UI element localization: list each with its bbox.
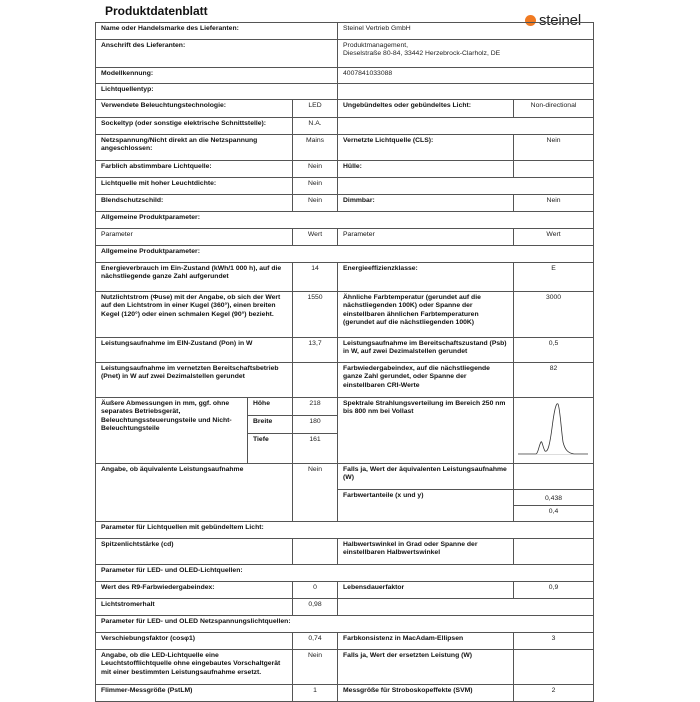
table-row [96,212,594,229]
on-power-value: 13,7 [293,338,338,363]
cap-type-blank [338,118,594,135]
cri-label: Farbwiedergabeindex, auf die nächstliegende ganze Zahl gerundet, oder Spanne der einstellbaren CRI-Werte [338,363,514,398]
high-luminance-blank [338,178,594,195]
table-row [96,118,594,135]
energy-class-label: Energieeffizienzklasse: [338,263,514,292]
spectral-distribution-label [338,398,514,464]
equivalent-claim-label: Angabe, ob äquivalente Leistungsaufnahme [96,464,293,522]
page-title: Produktdatenblatt [105,4,208,18]
table-row [96,464,594,490]
spectrum-curve [518,404,588,454]
peak-intensity-label: Spitzenlichtstärke (cd) [96,539,293,565]
cct-value: 3000 [514,292,594,338]
chromaticity-x-value: 0,438 [514,490,594,506]
network-standby-value [293,363,338,398]
lumen-maintenance-value: 0,98 [293,599,338,616]
cri-value: 82 [514,363,594,398]
high-luminance-value: Nein [293,178,338,195]
high-luminance-label: Lichtquelle mit hoher Leuchtdichte: [96,178,293,195]
equivalent-power-label: Falls ja, Wert der äquivalenten Leistungsaufnahme (W) [338,464,514,490]
displacement-factor-label: Verschiebungsfaktor (cosφ1) [96,633,293,650]
flicker-value: 1 [293,685,338,702]
spectral-distribution-text: Spektrale Strahlungsverteilung im Bereich 250 nm bis 800 nm bei Vollast [343,400,506,416]
dimmable-label: Dimmbar: [338,195,514,212]
param-header-left: Parameter [96,229,293,246]
width-value: 180 [293,416,338,434]
address-line-2: Dieselstraße 80-84, 33442 Herzebrock-Clarholz, DE [343,50,501,58]
datasheet-header [95,0,593,22]
supplier-address-label: Anschrift des Lieferanten: [96,40,338,68]
supplier-name-label: Name oder Handelsmarke des Lieferanten: [96,23,338,40]
technology-value: LED [293,100,338,118]
table-row [96,229,594,246]
energy-class-value: E [514,263,594,292]
table-row [96,599,594,616]
table-row [96,23,594,40]
directional-params-heading: Parameter für Lichtquellen mit gebündeltem Licht: [96,522,594,539]
led-oled-params-heading: Parameter für LED- und OLED-Lichtquellen: [96,565,594,582]
table-row [96,363,594,398]
luminous-flux-label: Nutzlichtstrom (Φuse) mit der Angabe, ob sich der Wert auf den Lichtstrom in einer Kugel (360°), einen breiten Kegel (120°) oder einen schmalen Kegel (90°) bezieht. [96,292,293,338]
cct-label: Ähnliche Farbtemperatur (gerundet auf die nächstliegenden 100K) oder Spanne der einstellbaren ähnlichen Farbtemperaturen (gerundet auf die nächstliegenden 100K) [338,292,514,338]
directionality-label: Ungebündeltes oder gebündeltes Licht: [338,100,514,118]
directionality-value: Non-directional [514,100,594,118]
color-tunable-value: Nein [293,161,338,178]
product-data-table [95,22,594,702]
beam-angle-label: Halbwertswinkel in Grad oder Spanne der einstellbaren Halbwertswinkel [338,539,514,565]
replacement-claim-value: Nein [293,650,338,685]
table-row [96,650,594,685]
anti-glare-value: Nein [293,195,338,212]
general-params-heading: Allgemeine Produktparameter: [96,212,594,229]
macadam-value: 3 [514,633,594,650]
table-row [96,100,594,118]
chromaticity-y-value: 0,4 [514,506,594,522]
model-value: 4007841033088 [338,68,594,84]
anti-glare-label: Blendschutzschild: [96,195,293,212]
supplier-name-value: Steinel Vertrieb GmbH [338,23,594,40]
replacement-claim-label: Angabe, ob die LED-Lichtquelle eine Leuchtstofflichtquelle ohne eingebautes Vorschaltgerät mit einer bestimmten Leistungsaufnahme ersetzt. [96,650,293,685]
height-label: Höhe [248,398,293,416]
peak-intensity-value [293,539,338,565]
depth-label: Tiefe [248,434,293,464]
color-tunable-label: Farblich abstimmbare Lichtquelle: [96,161,293,178]
replaced-power-label: Falls ja, Wert der ersetzten Leistung (W) [338,650,514,685]
spectrum-graph [514,398,592,458]
table-row [96,582,594,599]
displacement-factor-value: 0,74 [293,633,338,650]
survival-factor-label: Lebensdauerfaktor [338,582,514,599]
envelope-label: Hülle: [338,161,514,178]
flicker-label: Flimmer-Messgröße (PstLM) [96,685,293,702]
address-line-1: Produktmanagement, [343,42,409,49]
table-row [96,161,594,178]
on-power-label: Leistungsaufnahme im EIN-Zustand (Pon) in W [96,338,293,363]
cls-label: Vernetzte Lichtquelle (CLS): [338,135,514,161]
table-row [96,522,594,539]
standby-power-label: Leistungsaufnahme im Bereitschaftszustand (Psb) in W, auf zwei Dezimalstellen gerundet [338,338,514,363]
survival-factor-value: 0,9 [514,582,594,599]
table-row [96,263,594,292]
table-row [96,40,594,68]
table-row [96,539,594,565]
beam-angle-value [514,539,594,565]
r9-value: 0 [293,582,338,599]
param-header-right: Parameter [338,229,514,246]
table-row [96,84,594,100]
value-header-right: Wert [514,229,594,246]
equivalent-power-value [514,464,594,490]
table-row [96,292,594,338]
cap-type-label: Sockeltyp (oder sonstige elektrische Schnittstelle): [96,118,293,135]
energy-consumption-value: 14 [293,263,338,292]
table-row [96,633,594,650]
table-row [96,616,594,633]
table-row [96,565,594,582]
light-source-type-value [338,84,594,100]
technology-label: Verwendete Beleuchtungstechnologie: [96,100,293,118]
equivalent-claim-value: Nein [293,464,338,522]
luminous-flux-value: 1550 [293,292,338,338]
mains-label: Netzspannung/Nicht direkt an die Netzspannung angeschlossen: [96,135,293,161]
cap-type-value: N.A. [293,118,338,135]
cls-value: Nein [514,135,594,161]
stroboscopic-value: 2 [514,685,594,702]
envelope-value [514,161,594,178]
datasheet [95,0,593,700]
model-label: Modellkennung: [96,68,338,84]
chromaticity-label: Farbwertanteile (x und y) [338,490,514,522]
logo-text: steinel [539,11,581,29]
macadam-label: Farbkonsistenz in MacAdam-Ellipsen [338,633,514,650]
light-source-type-label: Lichtquellentyp: [96,84,338,100]
replaced-power-value [514,650,594,685]
mains-value: Mains [293,135,338,161]
energy-consumption-label: Energieverbrauch im Ein-Zustand (kWh/1 000 h), auf die nächstliegende ganze Zahl aufgerundet [96,263,293,292]
general-params-heading-2: Allgemeine Produktparameter: [96,246,594,263]
dimmable-value: Nein [514,195,594,212]
table-row [96,68,594,84]
table-row [96,178,594,195]
dimensions-label: Äußere Abmessungen in mm, ggf. ohne separates Betriebsgerät, Beleuchtungssteuerungsteile und Nicht-Beleuchtungsteile [96,398,248,464]
lumen-maintenance-blank [338,599,594,616]
width-label: Breite [248,416,293,434]
r9-label: Wert des R9-Farbwiedergabeindex: [96,582,293,599]
led-oled-mains-params-heading: Parameter für LED- und OLED Netzspannungslichtquellen: [96,616,594,633]
standby-power-value: 0,5 [514,338,594,363]
stroboscopic-label: Messgröße für Stroboskopeffekte (SVM) [338,685,514,702]
table-row [96,398,594,416]
table-row [96,685,594,702]
table-row [96,246,594,263]
table-row [96,195,594,212]
value-header-left: Wert [293,229,338,246]
network-standby-label: Leistungsaufnahme im vernetzten Bereitschaftsbetrieb (Pnet) in W auf zwei Dezimalstellen gerundet [96,363,293,398]
height-value: 218 [293,398,338,416]
spectral-distribution-chart [514,398,594,464]
table-row [96,135,594,161]
depth-value: 161 [293,434,338,464]
lumen-maintenance-label: Lichtstromerhalt [96,599,293,616]
table-row [96,338,594,363]
supplier-address-value [338,40,594,68]
